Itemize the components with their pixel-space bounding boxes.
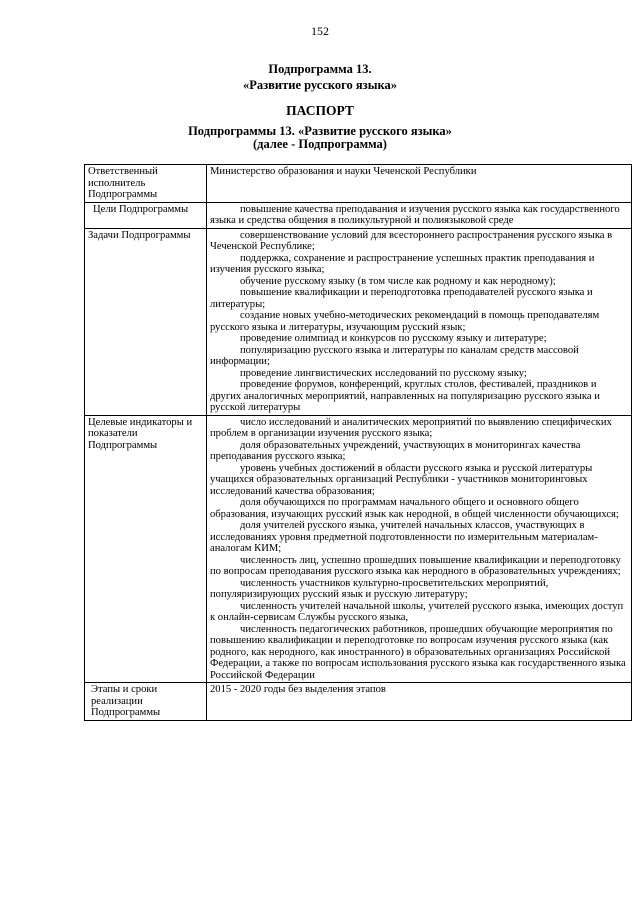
row-value-executor xyxy=(207,165,632,203)
row-label-tasks: Задачи Подпрограммы xyxy=(85,228,207,415)
row-value-indicators xyxy=(207,415,632,683)
row-value-tasks xyxy=(207,228,632,415)
list-item: повышение качества преподавания и изучения русского языка как государственного языка и средства общения в поликультурной и полиязыковой среде xyxy=(210,203,620,226)
table-row-executor xyxy=(85,165,632,203)
list-item: популяризацию русского языка и литературы по каналам средств массовой информации; xyxy=(210,344,579,367)
passport-table xyxy=(84,164,632,721)
table-row-goals xyxy=(85,202,632,228)
list-item: проведение олимпиад и конкурсов по русскому языку и литературе; xyxy=(240,333,547,344)
list-item: создание новых учебно-методических рекомендаций в помощь преподавателям русского языка и литературы, изучающим русский язык; xyxy=(210,310,600,333)
passport-subheading-note: (далее - Подпрограмма) xyxy=(253,137,387,151)
row-value-goals xyxy=(207,202,632,228)
list-item: доля учителей русского языка, учителей начальных классов, участвующих в исследованиях уровня предметной подготовленности по измерительным материалам-аналогам КИМ; xyxy=(210,520,598,554)
list-item: поддержка, сохранение и распространение успешных практик преподавания и изучения русского языка; xyxy=(210,252,595,275)
subprogram-name: «Развитие русского языка» xyxy=(243,78,397,92)
passport-heading: ПАСПОРТ xyxy=(286,103,354,118)
executor-text: Министерство образования и науки Чеченской Республики xyxy=(210,166,477,177)
row-label-indicators: Целевые индикаторы и показатели Подпрограммы xyxy=(85,415,207,683)
passport-subheading: Подпрограммы 13. «Развитие русского языка» xyxy=(188,124,452,138)
list-item: проведение лингвистических исследований по русскому языку; xyxy=(240,367,527,379)
list-item: обучение русскому языку (в том числе как родному и как неродному); xyxy=(240,275,556,287)
list-item: проведение форумов, конференций, круглых столов, фестивалей, праздников и других аналогичных мероприятий, направленных на популяризацию русского языка и русской литературы xyxy=(210,379,600,413)
stages-text: 2015 - 2020 годы без выделения этапов xyxy=(210,684,386,695)
list-item: доля обучающихся по программам начального общего и основного общего образования, изучающих русский язык как неродной, в общей численности обучающихся; xyxy=(210,497,619,520)
row-label-stages: Этапы и сроки реализации Подпрограммы xyxy=(85,683,207,721)
table-row-tasks xyxy=(85,228,632,415)
list-item: число исследований и аналитических мероприятий по выявлению специфических проблем в организации изучения русского языка; xyxy=(210,416,612,439)
row-value-stages xyxy=(207,683,632,721)
row-label-goals: Цели Подпрограммы xyxy=(85,202,207,228)
page-number: 152 xyxy=(311,24,329,38)
list-item: совершенствование условий для всестороннего распространения русского языка в Чеченской Республике; xyxy=(210,229,613,252)
list-item: численность участников культурно-просветительских мероприятий, популяризирующих русский язык и русскую литературу; xyxy=(210,577,549,600)
table-row-stages xyxy=(85,683,632,721)
table-row-indicators xyxy=(85,415,632,683)
subprogram-title: Подпрограмма 13. xyxy=(268,62,372,76)
list-item: численность лиц, успешно прошедших повышение квалификации и переподготовку по вопросам преподавания русского языка как неродного в образовательных учреждениях; xyxy=(210,554,621,577)
list-item: уровень учебных достижений в области русского языка и русской литературы учащихся образовательных организаций Республики - участников мониторинговых исследований качества образования; xyxy=(210,462,593,497)
list-item: численность учителей начальной школы, учителей русского языка, имеющих доступ к онлайн-сервисам Службы русского языка, xyxy=(210,600,624,623)
list-item: повышение квалификации и переподготовка преподавателей русского языка и литературы; xyxy=(210,287,593,310)
list-item: доля образовательных учреждений, участвующих в мониторингах качества преподавания русского языка; xyxy=(210,439,581,462)
list-item: численность педагогических работников, прошедших обучающие мероприятия по повышению квалификации и переподготовке по вопросам изучения русского языка (как родного, как неродного, как иностранного) в образовательных организациях Российской Федерации, а также по вопросам использования русского языка как государственного языка Российской Федерации xyxy=(210,623,626,681)
row-label-executor: Ответственный исполнитель Подпрограммы xyxy=(85,165,207,203)
